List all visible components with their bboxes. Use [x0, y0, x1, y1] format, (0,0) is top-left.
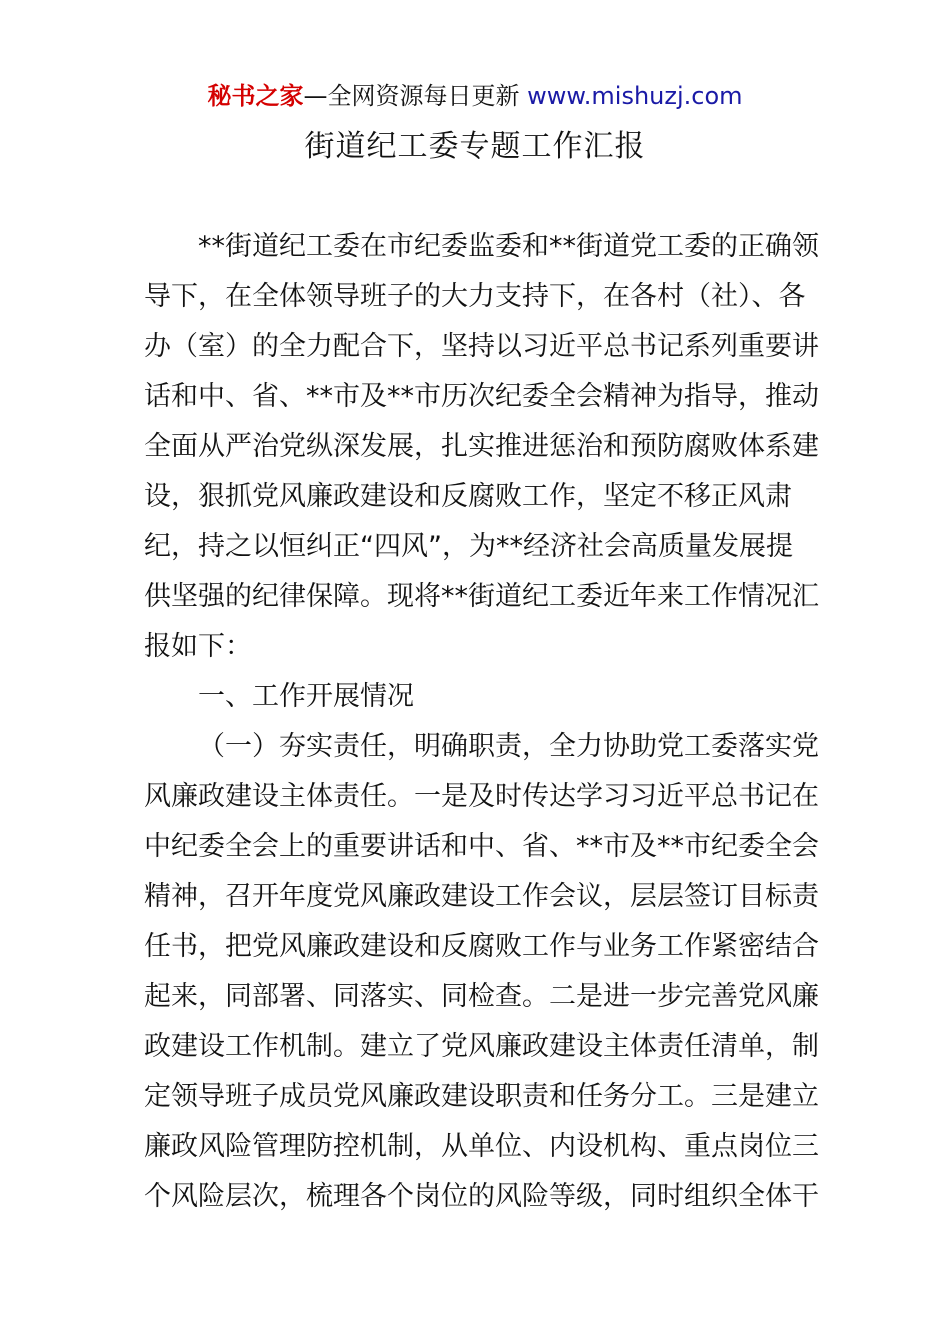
paragraph-1-line: 报如下： — [144, 631, 252, 662]
paragraph-1-line: 设，狠抓党风廉政建设和反腐败工作，坚定不移正风肃 — [144, 481, 792, 512]
brand-name: 秘书之家 — [207, 82, 304, 110]
paragraph-1-line: 办（室）的全力配合下，坚持以习近平总书记系列重要讲 — [144, 331, 819, 362]
paragraph-2-line: 政建设工作机制。建立了党风廉政建设主体责任清单，制 — [144, 1031, 819, 1062]
paragraph-2-line: （一）夯实责任，明确职责，全力协助党工委落实党 — [198, 731, 819, 762]
paragraph-1-line: 全面从严治党纵深发展，扎实推进惩治和预防腐败体系建 — [144, 431, 819, 462]
paragraph-2-line: 精神，召开年度党风廉政建设工作会议，层层签订目标责 — [144, 881, 819, 912]
paragraph-1-line: 导下，在全体领导班子的大力支持下，在各村（社）、各 — [144, 281, 806, 312]
paragraph-2-line: 起来，同部署、同落实、同检查。二是进一步完善党风廉 — [144, 981, 819, 1012]
site-header — [0, 80, 950, 112]
paragraph-1-line: 话和中、省、**市及**市历次纪委全会精神为指导，推动 — [144, 381, 819, 412]
paragraph-1-line: **街道纪工委在市纪委监委和**街道党工委的正确领 — [198, 231, 819, 262]
paragraph-1-line: 纪，持之以恒纠正“四风”，为**经济社会高质量发展提 — [144, 531, 793, 562]
site-url-link[interactable]: www.mishuzj.com — [527, 82, 743, 110]
document-body — [144, 222, 819, 1222]
paragraph-2-line: 定领导班子成员党风廉政建设职责和任务分工。三是建立 — [144, 1081, 819, 1112]
paragraph-2-line: 中纪委全会上的重要讲话和中、省、**市及**市纪委全会 — [144, 831, 819, 862]
paragraph-2-line: 廉政风险管理防控机制，从单位、内设机构、重点岗位三 — [144, 1131, 819, 1162]
header-tagline: —全网资源每日更新 — [303, 82, 528, 110]
section-1-heading: 一、工作开展情况 — [198, 681, 414, 712]
paragraph-2-line: 任书，把党风廉政建设和反腐败工作与业务工作紧密结合 — [144, 931, 819, 962]
document-title: 街道纪工委专题工作汇报 — [304, 129, 646, 164]
paragraph-2-line: 风廉政建设主体责任。一是及时传达学习习近平总书记在 — [144, 781, 819, 812]
paragraph-2-line: 个风险层次，梳理各个岗位的风险等级，同时组织全体干 — [144, 1181, 819, 1212]
paragraph-1-line: 供坚强的纪律保障。现将**街道纪工委近年来工作情况汇 — [144, 581, 819, 612]
